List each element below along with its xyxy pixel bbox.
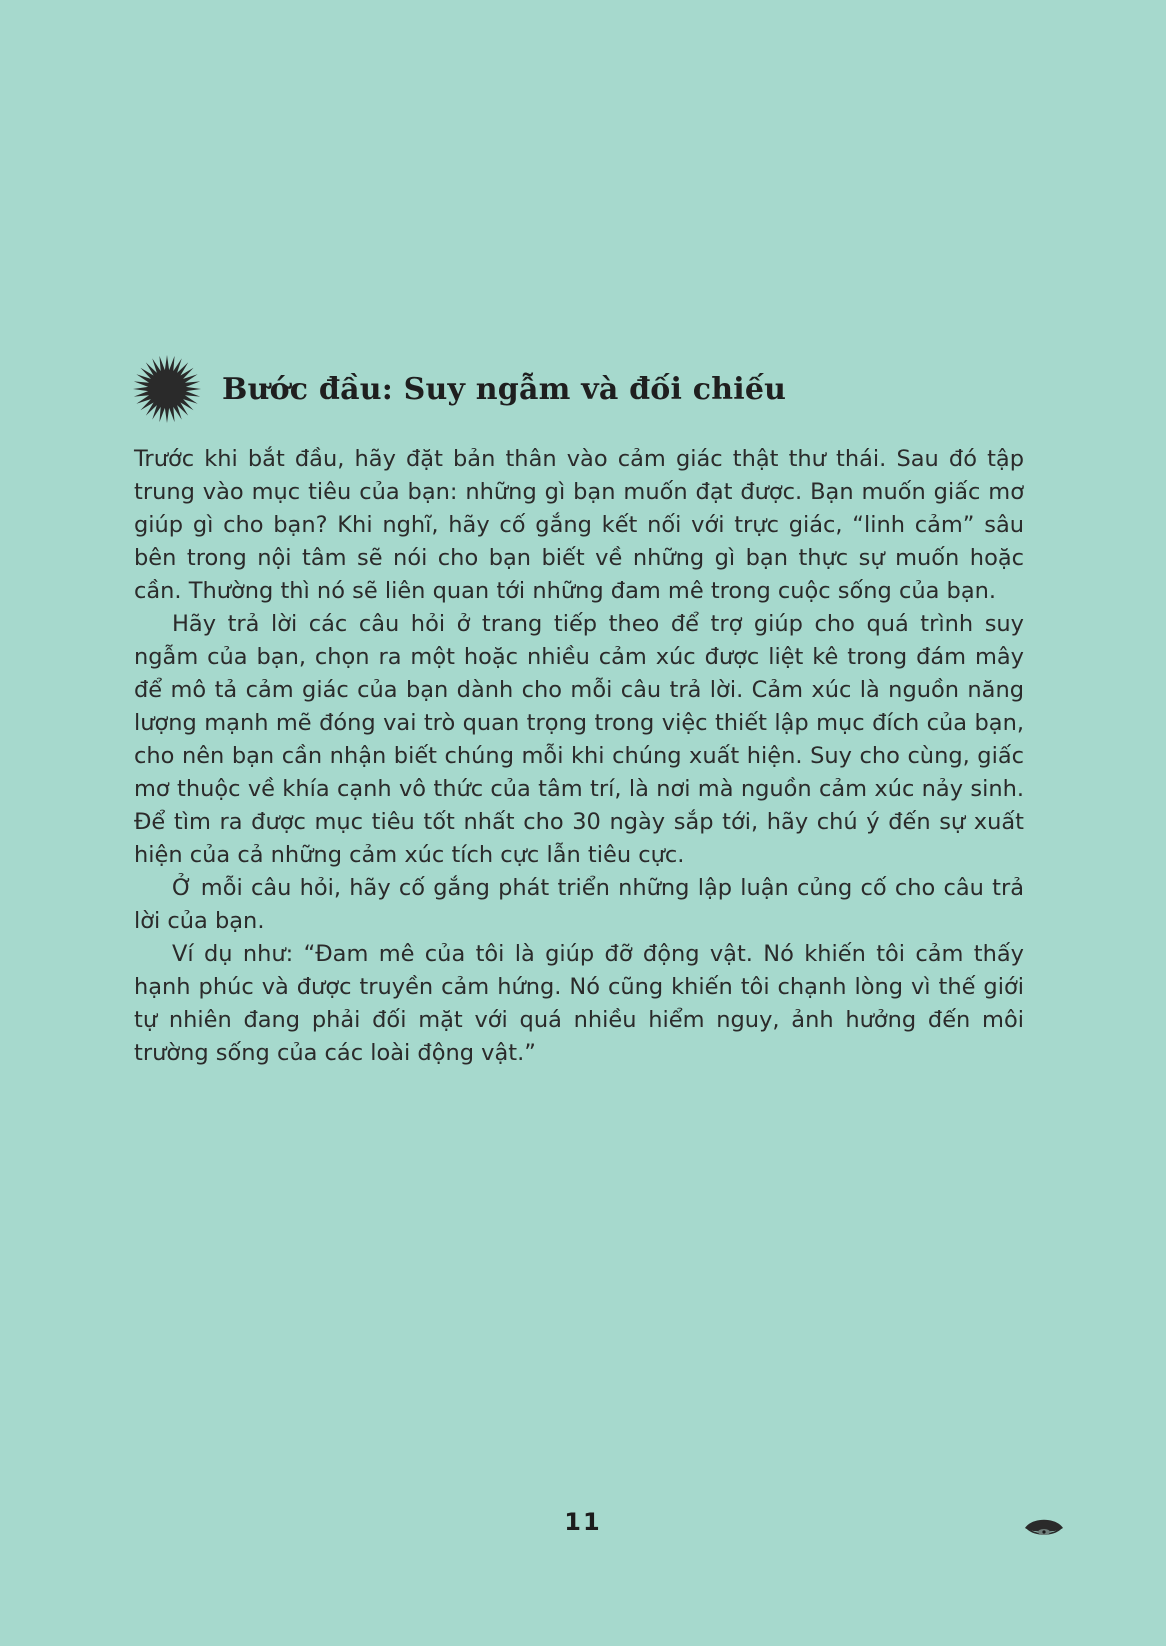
starburst-icon bbox=[132, 354, 202, 424]
page-number: 11 bbox=[564, 1508, 602, 1536]
paragraph-example: Ví dụ như: “Đam mê của tôi là giúp đỡ động vật. Nó khiến tôi cảm thấy hạnh phúc và được truyền cảm hứng. Nó cũng khiến tôi chạnh lòng vì thế giới tự nhiên đang phải đối mặt với quá nhiều hiểm nguy, ảnh hưởng đến môi trường sống của các loài động vật.” bbox=[134, 941, 1024, 1066]
section-heading-row bbox=[132, 354, 786, 424]
section-title: Bước đầu: Suy ngẫm và đối chiếu bbox=[222, 371, 787, 407]
paragraph-reasoning: Ở mỗi câu hỏi, hãy cố gắng phát triển những lập luận củng cố cho câu trả lời của bạn. bbox=[134, 875, 1024, 934]
body-text bbox=[134, 443, 1024, 1070]
paragraph-intro: Trước khi bắt đầu, hãy đặt bản thân vào cảm giác thật thư thái. Sau đó tập trung vào mục tiêu của bạn: những gì bạn muốn đạt được. Bạn muốn giấc mơ giúp gì cho bạn? Khi nghĩ, hãy cố gắng kết nối với trực giác, “linh cảm” sâu bên trong nội tâm sẽ nói cho bạn biết về những gì bạn thực sự muốn hoặc cần. Thường thì nó sẽ liên quan tới những đam mê trong cuộc sống của bạn. bbox=[134, 446, 1024, 604]
eye-icon bbox=[1022, 1514, 1066, 1542]
paragraph-instructions: Hãy trả lời các câu hỏi ở trang tiếp theo để trợ giúp cho quá trình suy ngẫm của bạn, chọn ra một hoặc nhiều cảm xúc được liệt kê trong đám mây để mô tả cảm giác của bạn dành cho mỗi câu trả lời. Cảm xúc là nguồn năng lượng mạnh mẽ đóng vai trò quan trọng trong việc thiết lập mục đích của bạn, cho nên bạn cần nhận biết chúng mỗi khi chúng xuất hiện. Suy cho cùng, giấc mơ thuộc về khía cạnh vô thức của tâm trí, là nơi mà nguồn cảm xúc nảy sinh. Để tìm ra được mục tiêu tốt nhất cho 30 ngày sắp tới, hãy chú ý đến sự xuất hiện của cả những cảm xúc tích cực lẫn tiêu cực. bbox=[134, 611, 1024, 868]
